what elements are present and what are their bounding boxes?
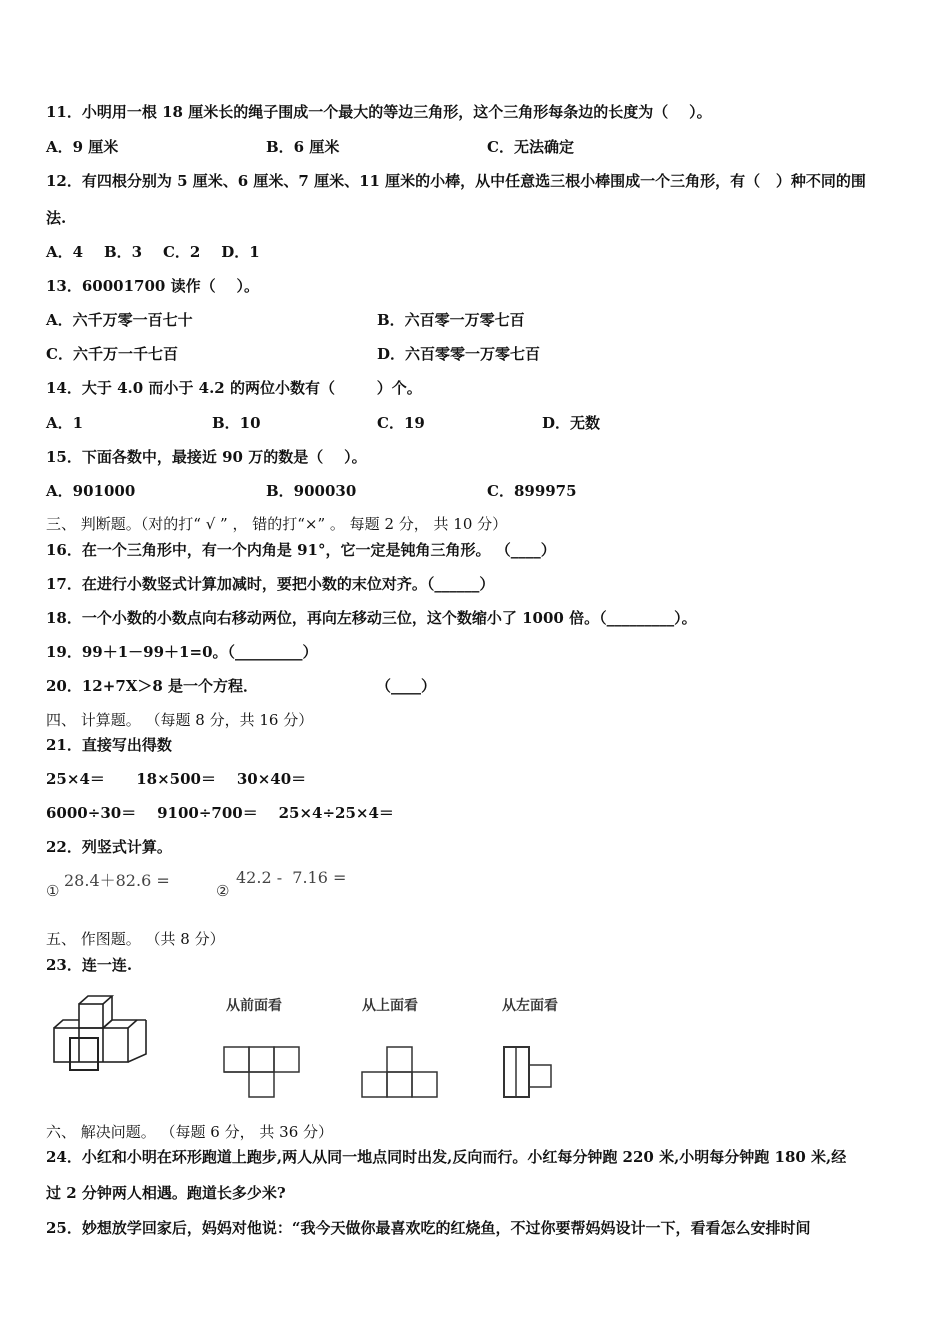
q19: 19．99＋1－99＋1=0。（_________） — [46, 643, 318, 661]
q22-item1-number: ① — [46, 882, 60, 900]
q16: 16．在一个三角形中，有一个内角是 91°，它一定是钝角三角形。 （____） — [46, 541, 556, 559]
view-top-figure — [360, 1043, 442, 1101]
q22-stem: 22．列竖式计算。 — [46, 838, 172, 856]
q21-stem: 21．直接写出得数 — [46, 736, 172, 754]
cube-stack-figure — [46, 992, 166, 1076]
section-4-heading: 四、 计算题。 （每题 8 分，共 16 分） — [46, 711, 314, 729]
q13-option-a: A．六千万零一百七十 — [46, 311, 193, 329]
section-6-heading: 六、 解决问题。 （每题 6 分， 共 36 分） — [46, 1123, 334, 1141]
q13-option-b: B．六百零一万零七百 — [377, 311, 525, 329]
q12-stem-line1: 12．有四根分别为 5 厘米、6 厘米、7 厘米、11 厘米的小棒，从中任意选三根小棒围成一个三角形，有（ ）种不同的围 — [46, 172, 866, 190]
q11-option-b: B．6 厘米 — [266, 138, 340, 156]
q14-stem: 14．大于 4.0 而小于 4.2 的两位小数有（ ）个。 — [46, 379, 422, 397]
q14-option-d: D．无数 — [542, 414, 601, 432]
q21-row2: 6000÷30＝ 9100÷700＝ 25×4÷25×4＝ — [46, 804, 394, 822]
q15-option-c: C．899975 — [487, 482, 577, 500]
q15-option-a: A．901000 — [46, 482, 136, 500]
q21-row1: 25×4＝ 18×500＝ 30×40＝ — [46, 770, 307, 788]
q11-stem: 11．小明用一根 18 厘米长的绳子围成一个最大的等边三角形，这个三角形每条边的长度为（ ）。 — [46, 103, 712, 121]
q14-option-b: B．10 — [212, 414, 261, 432]
q14-option-c: C．19 — [377, 414, 425, 432]
q24-line1: 24．小红和小明在环形跑道上跑步,两人从同一地点同时出发,反向而行。小红每分钟跑 220 米,小明每分钟跑 180 米,经 — [46, 1148, 847, 1166]
q13-option-d: D．六百零零一万零七百 — [377, 345, 541, 363]
q15-option-b: B．900030 — [266, 482, 357, 500]
q20-stem: 20．12+7X＞8 是一个方程． — [46, 677, 259, 695]
q23-stem: 23．连一连. — [46, 956, 133, 974]
q14-option-a: A．1 — [46, 414, 84, 432]
section-5-heading: 五、 作图题。 （共 8 分） — [46, 930, 225, 948]
q25-line1: 25．妙想放学回家后，妈妈对他说：“我今天做你最喜欢吃的红烧鱼，不过你要帮妈妈设计一下，看看怎么安排时间 — [46, 1219, 811, 1237]
q22-item1-expression: 28.4＋82.6 = — [64, 871, 170, 890]
q22-item2-expression: 42.2 - 7.16 = — [236, 868, 347, 887]
q12-options: A．4 B．3 C．2 D．1 — [46, 243, 260, 261]
q23-label-left: 从左面看 — [502, 998, 558, 1014]
q20-blank: （____） — [376, 677, 437, 695]
q17: 17．在进行小数竖式计算加减时，要把小数的末位对齐。（______） — [46, 575, 495, 593]
q22-item2-number: ② — [216, 882, 230, 900]
q23-label-top: 从上面看 — [362, 998, 418, 1014]
q13-stem: 13．60001700 读作（ ）。 — [46, 277, 259, 295]
section-3-heading: 三、 判断题。（对的打“ √ ” ， 错的打“×” 。 每题 2 分， 共 10 分） — [46, 515, 508, 533]
q12-stem-line2: 法. — [46, 209, 67, 227]
q13-option-c: C．六千万一千七百 — [46, 345, 178, 363]
q11-option-a: A．9 厘米 — [46, 138, 119, 156]
view-front-figure — [222, 1043, 304, 1101]
view-left-figure — [500, 1043, 560, 1101]
q11-option-c: C．无法确定 — [487, 138, 574, 156]
q24-line2: 过 2 分钟两人相遇。跑道长多少米? — [46, 1184, 286, 1202]
q23-label-front: 从前面看 — [226, 998, 282, 1014]
q15-stem: 15．下面各数中，最接近 90 万的数是（ ）。 — [46, 448, 367, 466]
q18: 18．一个小数的小数点向右移动两位，再向左移动三位，这个数缩小了 1000 倍。（_________）。 — [46, 609, 697, 627]
